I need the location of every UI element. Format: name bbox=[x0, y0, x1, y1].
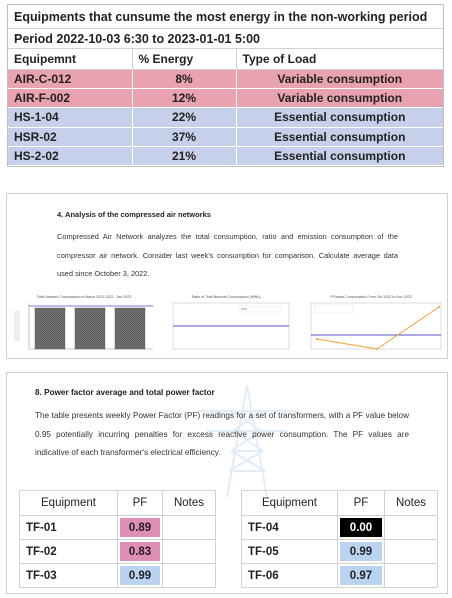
table-row bbox=[8, 147, 443, 166]
table-row bbox=[8, 88, 443, 107]
load-cell: Essential consumption bbox=[236, 147, 443, 166]
compressed-air-heading: 4. Analysis of the compressed air networks bbox=[57, 210, 211, 219]
table-row bbox=[20, 540, 216, 564]
energy-table-period: Period 2022-10-03 6:30 to 2023-01-01 5:00 bbox=[8, 29, 443, 49]
col-notes-header: Notes bbox=[385, 491, 438, 516]
ratio-chart-graphic bbox=[159, 301, 293, 357]
col-equipment-header: Equipemnt bbox=[8, 49, 132, 69]
energy-table-title: Equipments that cunsume the most energy in the non-working period bbox=[8, 5, 443, 29]
col-energy-header: % Energy bbox=[132, 49, 236, 69]
equipment-cell: HS-1-04 bbox=[8, 108, 132, 127]
equipment-cell: TF-06 bbox=[242, 564, 338, 588]
notes-cell bbox=[163, 564, 216, 588]
load-cell: Variable consumption bbox=[236, 69, 443, 88]
equipment-cell: TF-02 bbox=[20, 540, 118, 564]
energy-cell: 8% bbox=[132, 69, 236, 88]
chart-title: PF/week Consumption From Oct 2022 to Nov 2022 bbox=[330, 295, 412, 299]
col-load-header: Type of Load bbox=[236, 49, 443, 69]
load-cell: Variable consumption bbox=[236, 88, 443, 107]
energy-cell: 22% bbox=[132, 108, 236, 127]
col-notes-header: Notes bbox=[163, 491, 216, 516]
compressed-air-paragraph: Compressed Air Network analyzes the total consumption, ratio and emission consumption of the compressor air network. Consider last week's consumption for comparison. Calculate average data used since October 3, 2022. bbox=[57, 232, 398, 278]
energy-table-card bbox=[7, 4, 444, 167]
energy-table bbox=[8, 49, 443, 166]
pf-cell bbox=[338, 540, 385, 564]
pf-week-chart-thumbnail bbox=[297, 295, 445, 358]
pf-header-row bbox=[20, 491, 216, 516]
pf-table-right bbox=[241, 490, 438, 588]
table-row bbox=[242, 516, 438, 540]
compressed-air-card bbox=[6, 193, 448, 359]
power-factor-heading: 8. Power factor average and total power factor bbox=[35, 388, 215, 397]
ratio-line-chart-thumbnail bbox=[159, 295, 293, 358]
pf-cell bbox=[118, 516, 163, 540]
chart-title: Total Network Consumption in March 2023 2022 - Jan 2023 bbox=[36, 295, 132, 299]
energy-cell: 21% bbox=[132, 147, 236, 166]
pf-value: 0.97 bbox=[340, 566, 382, 585]
pf-cell bbox=[338, 516, 385, 540]
load-cell: Essential consumption bbox=[236, 108, 443, 127]
table-row bbox=[242, 540, 438, 564]
bar-chart-graphic bbox=[11, 301, 157, 357]
col-equipment-header: Equipment bbox=[242, 491, 338, 516]
equipment-cell: AIR-C-012 bbox=[8, 69, 132, 88]
power-factor-card bbox=[6, 372, 448, 594]
table-row bbox=[8, 127, 443, 146]
col-equipment-header: Equipment bbox=[20, 491, 118, 516]
table-row bbox=[20, 564, 216, 588]
col-pf-header: PF bbox=[118, 491, 163, 516]
pf-week-chart-graphic bbox=[297, 301, 445, 357]
pf-cell bbox=[118, 540, 163, 564]
pf-value: 0.00 bbox=[340, 518, 382, 537]
notes-cell bbox=[163, 516, 216, 540]
pf-cell bbox=[118, 564, 163, 588]
notes-cell bbox=[385, 540, 438, 564]
equipment-cell: TF-05 bbox=[242, 540, 338, 564]
equipment-cell: HSR-02 bbox=[8, 127, 132, 146]
notes-cell bbox=[385, 564, 438, 588]
pf-table-left bbox=[19, 490, 216, 588]
notes-cell bbox=[163, 540, 216, 564]
pf-value: 0.99 bbox=[340, 542, 382, 561]
col-pf-header: PF bbox=[338, 491, 385, 516]
energy-cell: 12% bbox=[132, 88, 236, 107]
table-row bbox=[242, 564, 438, 588]
equipment-cell: HS-2-02 bbox=[8, 147, 132, 166]
equipment-cell: AIR-F-002 bbox=[8, 88, 132, 107]
consumption-bar-chart-thumbnail bbox=[11, 295, 157, 358]
notes-cell bbox=[385, 516, 438, 540]
energy-table-header-row bbox=[8, 49, 443, 69]
equipment-cell: TF-04 bbox=[242, 516, 338, 540]
power-factor-paragraph: The table presents weekly Power Factor (PF) readings for a set of transformers, with a PF value below 0.95 potentially incurring penalties for excess reactive power consumption. The PF values are indicative of each transformer's electrical efficiency. bbox=[35, 411, 409, 457]
equipment-cell: TF-01 bbox=[20, 516, 118, 540]
pf-header-row bbox=[242, 491, 438, 516]
chart-title: Ratio of Total Network Consumption [MWh] bbox=[191, 295, 261, 299]
energy-cell: 37% bbox=[132, 127, 236, 146]
pf-value: 0.99 bbox=[120, 566, 160, 585]
pf-cell bbox=[338, 564, 385, 588]
pf-value: 0.83 bbox=[120, 542, 160, 561]
table-row bbox=[20, 516, 216, 540]
table-row bbox=[8, 108, 443, 127]
table-row bbox=[8, 69, 443, 88]
equipment-cell: TF-03 bbox=[20, 564, 118, 588]
load-cell: Essential consumption bbox=[236, 127, 443, 146]
pf-value: 0.89 bbox=[120, 518, 160, 537]
